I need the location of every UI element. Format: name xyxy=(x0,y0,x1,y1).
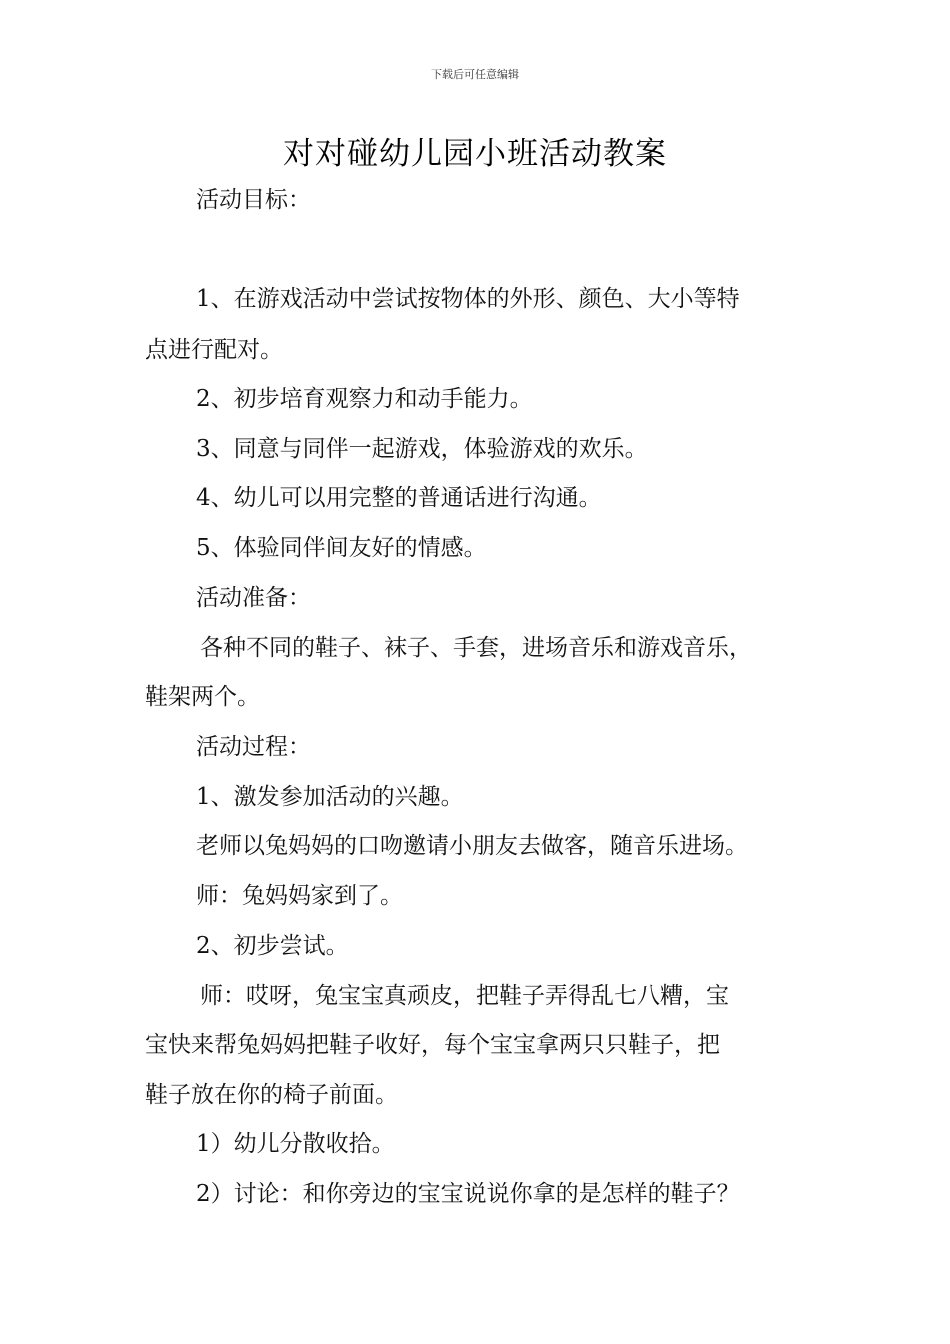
section-heading-prep: 活动准备： xyxy=(196,585,311,611)
goal-item-4: 4、幼儿可以用完整的普通话进行沟通。 xyxy=(196,485,602,511)
prep-text-cont: 鞋架两个。 xyxy=(145,684,260,710)
goal-item-5: 5、体验同伴间友好的情感。 xyxy=(196,535,487,561)
process-substep-1: 1）幼儿分散收拾。 xyxy=(196,1131,395,1157)
section-heading-process: 活动过程： xyxy=(196,734,311,760)
process-step-1: 1、激发参加活动的兴趣。 xyxy=(196,784,464,810)
document-title: 对对碰幼儿园小班活动教案 xyxy=(283,136,667,172)
process-substep-2: 2）讨论：和你旁边的宝宝说说你拿的是怎样的鞋子？ xyxy=(196,1181,740,1207)
section-heading-goals: 活动目标： xyxy=(196,187,311,213)
process-text-cont: 宝快来帮兔妈妈把鞋子收好，每个宝宝拿两只只鞋子，把 xyxy=(145,1032,720,1058)
goal-item-1-cont: 点进行配对。 xyxy=(145,337,283,363)
process-text: 老师以兔妈妈的口吻邀请小朋友去做客，随音乐进场。 xyxy=(196,833,748,859)
process-step-2: 2、初步尝试。 xyxy=(196,933,349,959)
goal-item-2: 2、初步培育观察力和动手能力。 xyxy=(196,386,533,412)
goal-item-3: 3、同意与同伴一起游戏，体验游戏的欢乐。 xyxy=(196,436,648,462)
process-text-cont: 鞋子放在你的椅子前面。 xyxy=(145,1082,398,1108)
prep-text: 各种不同的鞋子、袜子、手套，进场音乐和游戏音乐， xyxy=(200,635,752,661)
process-text: 师：兔妈妈家到了。 xyxy=(196,883,403,909)
goal-item-1: 1、在游戏活动中尝试按物体的外形、颜色、大小等特 xyxy=(196,286,740,312)
header-note: 下载后可任意编辑 xyxy=(431,68,519,81)
process-text: 师：哎呀，兔宝宝真顽皮，把鞋子弄得乱七八糟，宝 xyxy=(200,983,729,1009)
